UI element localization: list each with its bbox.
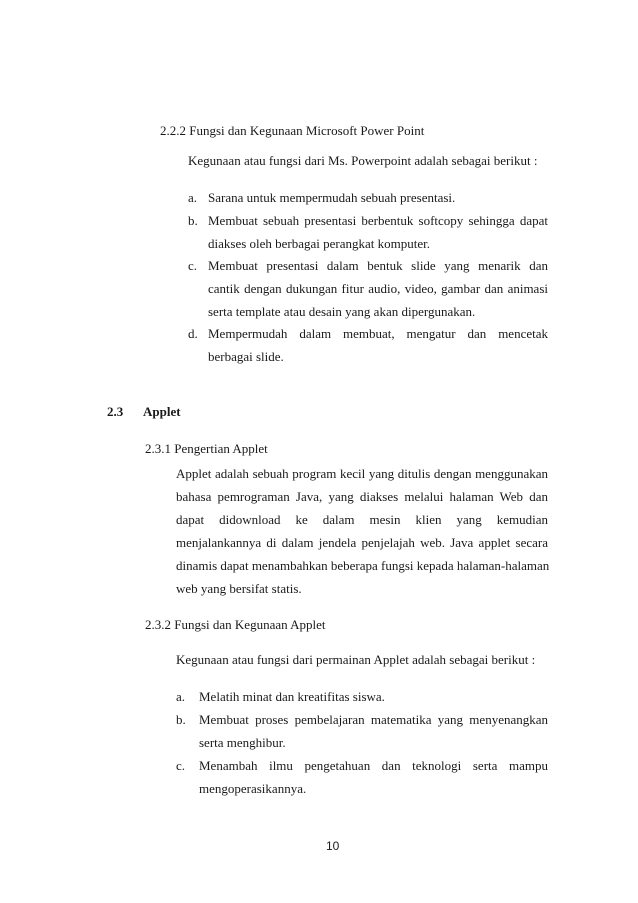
list-marker: c. <box>176 758 186 773</box>
list-marker: b. <box>188 213 198 228</box>
intro-paragraph-2-2-2: Kegunaan atau fungsi dari Ms. Powerpoint adalah sebagai berikut : <box>188 153 538 168</box>
list-item-text: cantik dengan dukungan fitur audio, video, gambar dan animasi <box>208 281 548 296</box>
paragraph-line: dinamis dapat menambahkan beberapa fungsi kepada halaman-halaman <box>176 558 550 573</box>
list-item-text: Menambah ilmu pengetahuan dan teknologi serta mampu <box>199 758 548 773</box>
paragraph-line: dapat didownload ke dalam mesin klien yang kemudian <box>176 512 548 527</box>
list-marker: b. <box>176 712 186 727</box>
section-number: 2.3 <box>107 404 124 419</box>
paragraph-line: Applet adalah sebuah program kecil yang ditulis dengan menggunakan <box>176 466 548 481</box>
paragraph-line: web yang bersifat statis. <box>176 581 302 596</box>
list-marker: a. <box>176 689 186 704</box>
list-marker: c. <box>188 258 198 273</box>
intro-paragraph-2-3-2: Kegunaan atau fungsi dari permainan Applet adalah sebagai berikut : <box>176 652 536 667</box>
list-item-text: mengoperasikannya. <box>199 781 307 796</box>
section-title: Applet <box>143 404 181 419</box>
page-number: 10 <box>326 839 340 853</box>
paragraph-line: menjalankannya di dalam jendela penjelajah web. Java applet secara <box>176 535 548 550</box>
list-item-text: Membuat proses pembelajaran matematika yang menyenangkan <box>199 712 548 727</box>
list-item-text: diakses oleh berbagai perangkat komputer. <box>208 236 431 251</box>
list-item-text: serta template atau desain yang akan dipergunakan. <box>208 304 476 319</box>
subsection-heading-2-3-2: 2.3.2 Fungsi dan Kegunaan Applet <box>145 617 326 632</box>
list-item-text: Mempermudah dalam membuat, mengatur dan mencetak <box>208 326 548 341</box>
list-item-text: Sarana untuk mempermudah sebuah presentasi. <box>208 190 456 205</box>
list-marker: d. <box>188 326 198 341</box>
list-marker: a. <box>188 190 198 205</box>
subsection-heading-2-3-1: 2.3.1 Pengertian Applet <box>145 441 268 456</box>
paragraph-line: bahasa pemrograman Java, yang diakses melalui halaman Web dan <box>176 489 548 504</box>
list-item-text: Membuat sebuah presentasi berbentuk softcopy sehingga dapat <box>208 213 548 228</box>
list-item-text: Membuat presentasi dalam bentuk slide yang menarik dan <box>208 258 548 273</box>
list-item-text: berbagai slide. <box>208 349 284 364</box>
subsection-heading-2-2-2: 2.2.2 Fungsi dan Kegunaan Microsoft Power Point <box>160 123 425 138</box>
list-item-text: Melatih minat dan kreatifitas siswa. <box>199 689 385 704</box>
list-item-text: serta menghibur. <box>199 735 286 750</box>
